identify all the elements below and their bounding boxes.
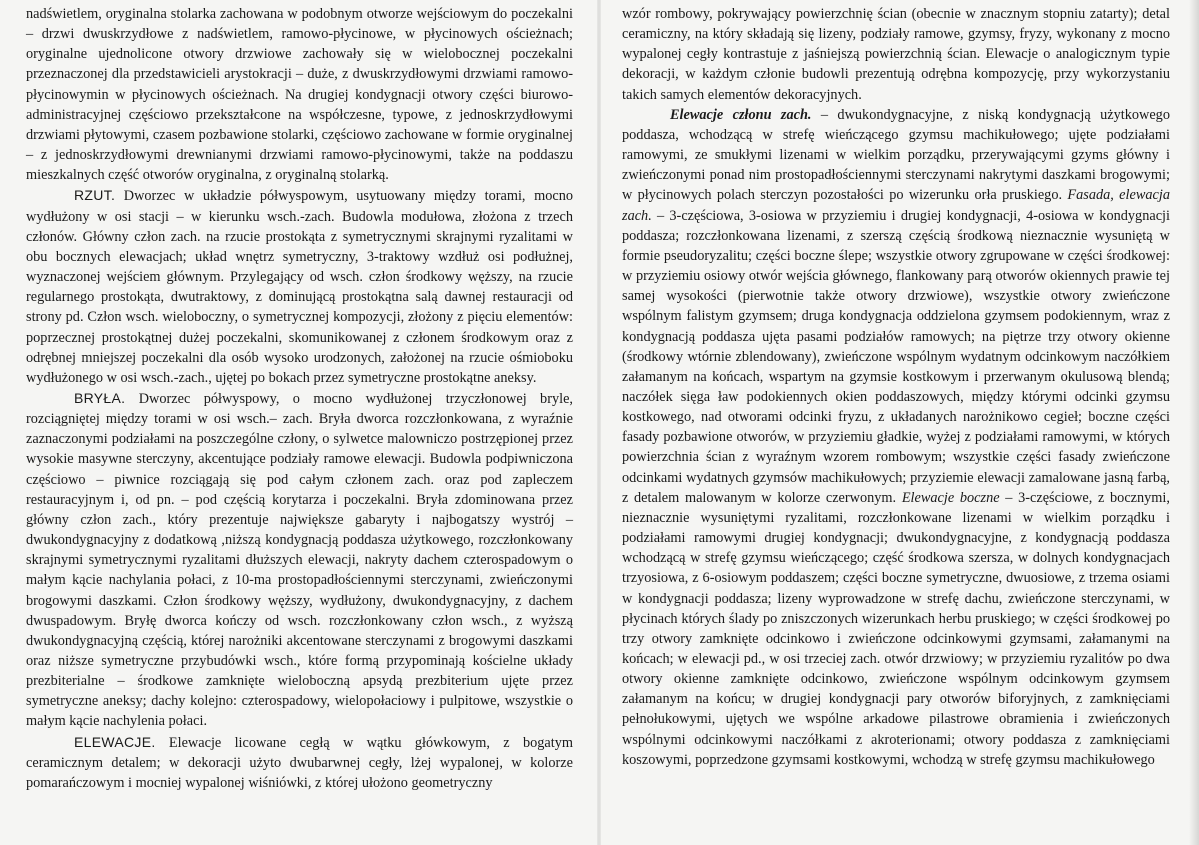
- paragraph-text: Dworzec półwyspowy, o mocno wydłużonej trzyczłonowej bryle, rozciągniętej między torami w osi wsch.– zach. Bryła dworca rozczłonkowana, z wyraźnie zaznaczonymi podziałami na poszczególne człony, o sylwetce malowniczo postrzępionej przez wysokie masywne sterczyny, akcentujące podziały ramowe elewacji. Budowla podpiwniczona częściowo – piwnice rozciągają się pod całym członem zach. oraz pod zapleczem restauracyjnym i, od pn. – pod częścią korytarza i poczekalni. Bryła zdominowana przez główny człon zach., który prezentuje największe gabaryty i najbogatszy wystrój – dwukondygnacyjny z dodatkową ,niższą kondygnacją poddasza użytkowego, rozczłonkowany skrajnymi symetrycznymi ryzalitami dłuższych elewacji, nakryty dachem czterospadowym o małym kącie nachylania połaci, z 10-ma prostopadłościennymi sterczynami, zwieńczonymi brogowymi daszkami. Człon środkowy węższy, wydłużony, dwukondygnacyjny, z dachem dwuspadowym. Bryłę dworca kończy od wsch. rozczłonkowany człon wsch., z wyższą dwukondygnacyjną częścią, której narożniki akcentowane sterczynami z brogowymi daszkami oraz niższe symetryczne przybudówki wsch., które formą przypominają kościelne układy prezbiterialne – środkowe zamknięte wieloboczną apsydą prezbiterium ujęte przez symetryczne aneksy; dachy kolejno: czterospadowy, wielopołaciowy i pulpitowe, wszystkie o małym kącie nachylenia połaci.: [26, 390, 573, 730]
- paragraph-text: Elewacje licowane cegłą w wątku główkowym, z bogatym ceramicznym detalem; w dekoracji użyto dwubarwnej cegły, lżej wypalonej, w kolorze pomarańczowym i mocniej wypalonej wiśniówki, z której ułożono geometryczny: [26, 734, 573, 791]
- paragraph-rzut: [26, 185, 573, 388]
- paragraph-elewacje: [26, 732, 573, 793]
- left-page-column: [26, 4, 573, 793]
- section-heading-rzut: RZUT.: [74, 187, 116, 204]
- paragraph-bryla: [26, 388, 573, 732]
- paragraph-elewacje-zach: [622, 105, 1170, 770]
- page-edge-shadow: [1189, 0, 1199, 845]
- section-heading-elewacje: ELEWACJE.: [74, 733, 156, 750]
- paragraph-text: – 3-częściowe, z bocznymi, nieznacznie wysuniętymi ryzalitami, rozczłonkowane lizenami w wielkim porządku i podziałami ramowymi drugiej kondygnacji; dwukondygnacyjne, z kondygnacją poddasza wchodzącą w strefę gzymsu wieńczącego; część środkowa szersza, w dolnych kondygnacjach trzyosiowa, z 6-osiowym poddaszem; części boczne symetryczne, dwuosiowe, z trzema osiami w kondygnacji poddasza; lizeny wyprowadzone w strefę dachu, zwieńczone sterczynami, w płycinach których ślady po zniszczonych wizerunkach herbu pruskiego; w części środkowej po trzy otwory zamknięte odcinkowo i zwieńczone odcinkowymi gzymsami, załamanymi na końcach; w elewacji pd., w osi trzeciej zach. otwór drzwiowy; w przyziemiu ryzalitów po dwa otwory okienne zamknięte odcinkowo, zwieńczone wspólnym odcinkowym gzymsem załamanym na końcu; w drugiej kondygnacji pary otworów biforyjnych, z zamknięciami pełnołukowymi, ujętych we wspólne arkadowe pilastrowe obramienia i zwieńczonych wspólnymi odcinkowymi naczółkami z akroterionami; otwory poddasza z zamknięciami koszowymi, poprzedzone gzymsami kostkowymi, wchodzą w strefę gzymsu machikułowego: [622, 489, 1170, 768]
- subheading-fasada: Fasada, elewacja zach.: [622, 187, 1170, 224]
- right-page-column: [622, 4, 1170, 770]
- section-heading-bryla: BRYŁA.: [74, 389, 126, 406]
- paragraph-doors: [26, 4, 573, 185]
- paragraph-text: nadświetlem, oryginalna stolarka zachowana w podobnym otworze wejściowym do poczekalni – drzwi dwuskrzydłowe z nadświetlem, ramowo-płycinowe, w płycinowych ościeżnach; oryginalne ujednolicone otwory drzwiowe zachowały się w wielobocznej poczekalni przeznaczonej dla przedstawicieli arystokracji – duże, z dwuskrzydłowymi drzwiami ramowo-płycinowymin w płycinowych ościeżnach. Na drugiej kondygnacji otwory części biurowo-administracyjnej częściowo przekształcone na współczesne, typowe, z jednoskrzydłowymi drzwiami płytowymi, czasem pozbawione stolarki, częściowo zachowane w formie oryginalnej – z jednoskrzydłowymi drewnianymi drzwiami ramowo-płycinowymi, także na poddaszu mieszkalnych część otworów oryginalna, z oryginalną stolarką.: [26, 6, 573, 184]
- paragraph-text: wzór rombowy, pokrywający powierzchnię ścian (obecnie w znacznym stopniu zatarty); detal ceramiczny, na który składają się lizeny, podziały ramowe, gzymsy, fryzy, wykonany z mocno wypalonej cegły kontrastuje z jaśniejszą powierzchnią ścian. Elewacje o analogicznym typie dekoracji, w każdym członie budowli prezentują odrębna kompozycję, przy wykorzystaniu takich samych elementów dekoracyjnych.: [622, 6, 1170, 103]
- subheading-elewacje-czlonu-zach: Elewacje członu zach.: [670, 106, 812, 123]
- paragraph-text: – 3-częściowa, 3-osiowa w przyziemiu i drugiej kondygnacji, 4-osiowa w kondygnacji poddasza; rozczłonkowana lizenami, z szerszą częścią środkową nieznacznie wysuniętą w formie pseudoryzalitu; części boczne ślepe; wszystkie otwory zgrupowane w części środkowej: w przyziemiu osiowy otwór wejścia głównego, flankowany parą otworów okiennych prawie tej samej wysokości (pierwotnie także otwory drzwiowe), wszystkie otwory zwieńczone wspólnym falistym gzymsem; druga kondygnacja oddzielona gzymsem podokiennym, wraz z kondygnacją poddasza ujęta pasami podziałów ramowych; na piętrze trzy otwory okienne (środkowy wtórnie zblendowany), zwieńczone wspólnym wydatnym odcinkowym naczółkiem załamanym na końcach, wspartym na gzymsie kostkowym i przerwanym okulusową blendą; naczółek sięga ław podokiennych okien poddaszowych, między którymi odcinki gzymsu kostkowego, nad otworami odcinki fryzu, z układanych narożnikowo cegieł; boczne części fasady pozbawione otworów, w przyziemiu gładkie, wyżej z podziałami ramowymi, w których powierzchnia ścian z wyraźnym wzorem rombowym; wszystkie części fasady zwieńczone odcinkami wydatnych gzymsów machikułowych; przyziemie elewacji zamalowane jasną farbą, z detalem malowanym w kolorze czerwonym.: [622, 207, 1170, 506]
- paragraph-text: – dwukondygnacyjne, z niską kondygnacją użytkowego poddasza, wchodzącą w strefę wieńczącego gzymsu machikułowego; ujęte podziałami ramowymi, ze smukłymi lizenami w wielkim porządku, przerywającymi gzyms główny i zwieńczonymi ponad nim prostopadłościennymi sterczynami nakrytymi daszkami brogowymi; w płycinowych polach sterczyn pozostałości po wizerunku orła pruskiego.: [622, 106, 1170, 204]
- paragraph-ornament: [622, 4, 1170, 105]
- page-gutter: [597, 0, 601, 845]
- paragraph-text: Dworzec w układzie półwyspowym, usytuowany między torami, mocno wydłużony w osi stacji – w kierunku wsch.-zach. Budowla modułowa, złożona z trzech członów. Główny człon zach. na rzucie prostokąta z symetrycznymi skrajnymi ryzalitami w obu bocznych elewacjach; układ wnętrz symetryczny, 3-traktowy wzdłuż osi podłużnej, wyznaczonej wejściem głównym. Przylegający od wsch. człon środkowy węższy, na rzucie regularnego prostokąta, dwutraktowy, z dominującą prostokątna salą dawnej restauracji od strony pd. Człon wsch. wieloboczny, o symetrycznej kompozycji, złożony z pięciu elementów: poprzecznej prostokątnej dużej poczekalni, skomunikowanej z członem środkowym oraz z odrębnej mniejszej poczekalni dla osób wysoko urodzonych, założonej na rzucie ośmioboku wydłużonego w osi wsch.-zach., ujętej po bokach przez symetryczne prostokątne aneksy.: [26, 188, 573, 386]
- subheading-elewacje-boczne: Elewacje boczne: [901, 489, 1000, 506]
